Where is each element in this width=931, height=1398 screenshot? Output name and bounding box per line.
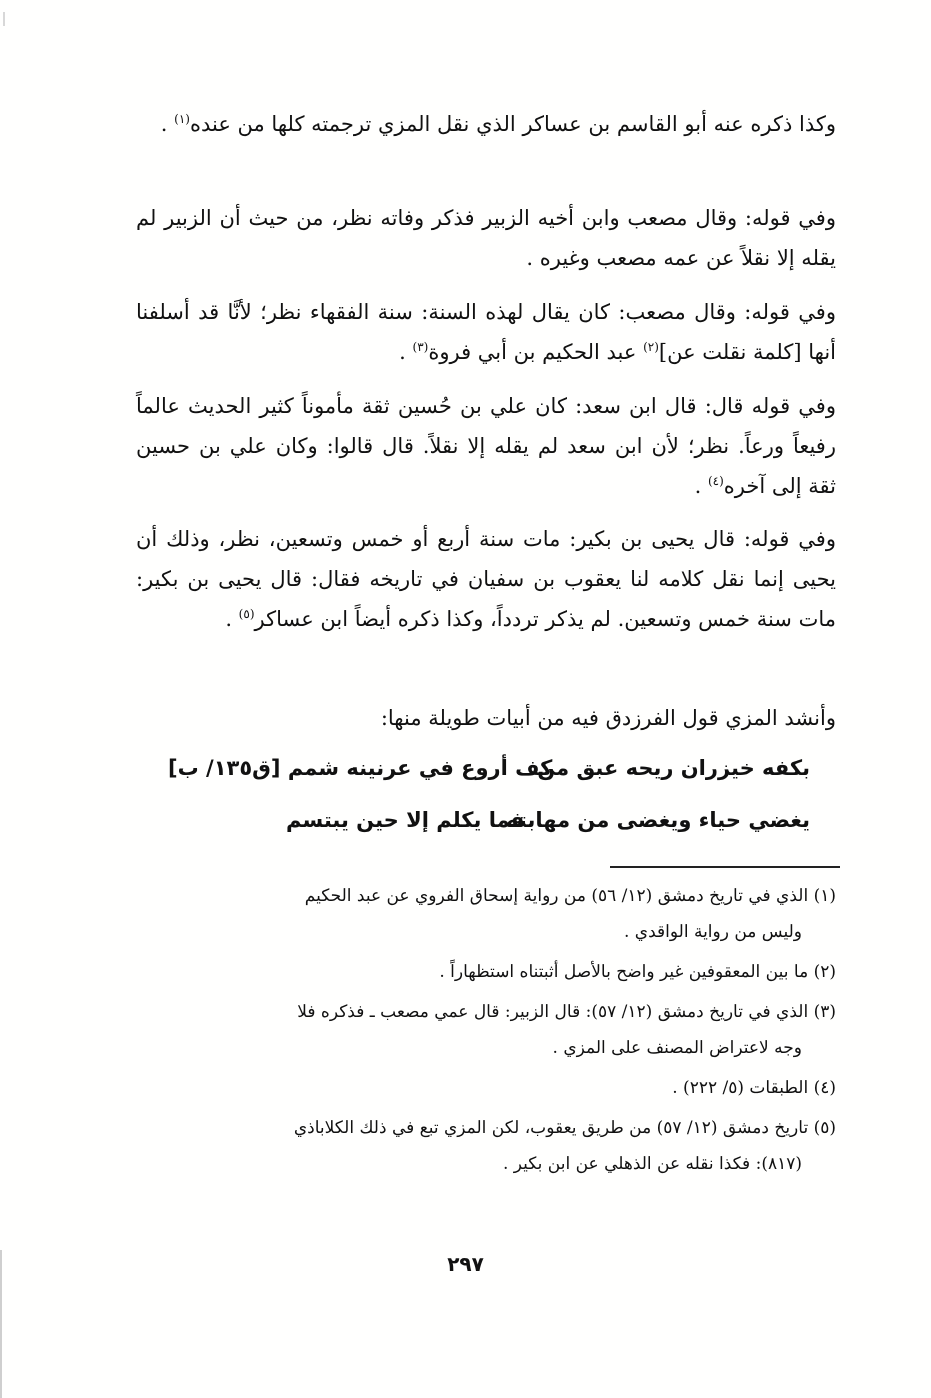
paragraph-3 <box>136 292 836 372</box>
footnote-text: (٣) الذي في تاريخ دمشق (١٢/ ٥٧): قال الزبير: قال عمي مصعب ـ فذكره فلا <box>297 1002 836 1022</box>
poem <box>150 756 810 860</box>
footnote-cont: وجه لاعتراض المصنف على المزي . <box>552 1038 802 1058</box>
scan-mark <box>3 12 5 26</box>
paragraph-text: وفي قوله: وقال مصعب وابن أخيه الزبير فذكر وفاته نظر، من حيث أن الزبير لم يقله إلا نقلاً عن عمه مصعب وغيره . <box>136 206 836 270</box>
paragraph-4 <box>136 386 836 506</box>
paragraph-text: وفي قوله: وقال مصعب: كان يقال لهذه السنة: سنة الفقهاء نظر؛ لأنَّا قد أسلفنا أنها [كلمة نقلت عن] <box>136 300 836 364</box>
paragraph-6 <box>136 698 836 738</box>
footnotes <box>136 878 836 1186</box>
paragraph-text: وكذا ذكره عنه أبو القاسم بن عساكر الذي نقل المزي ترجمته كلها من عنده <box>189 112 836 136</box>
footnote-text: (١) الذي في تاريخ دمشق (١٢/ ٥٦) من رواية إسحاق الفروي عن عبد الحكيم <box>304 886 836 906</box>
poem-hemistich-right: بكفه خيزران ريحه عبق من <box>537 756 810 780</box>
paragraph-end: . <box>694 474 708 498</box>
poem-hemistich-left: فما يكلم إلا حين يبتسم <box>286 808 525 832</box>
footnote-5 <box>136 1110 836 1182</box>
paragraph-end: . <box>225 607 239 631</box>
page-number: ٢٩٧ <box>447 1252 484 1276</box>
footnote-text: (٢) ما بين المعقوفين غير واضح بالأصل أثبتناه استظهاراً . <box>439 962 836 982</box>
poem-verse-2 <box>150 808 810 860</box>
paragraph-text-cont: عبد الحكيم بن أبي فروة <box>428 340 644 364</box>
paragraph-2 <box>136 198 836 278</box>
paragraph-text: وأنشد المزي قول الفرزدق فيه من أبيات طويلة منها: <box>380 706 836 730</box>
footnote-text: (٥) تاريخ دمشق (١٢/ ٥٧) من طريق يعقوب، لكن المزي تبع في ذلك الكلاباذي <box>293 1118 836 1138</box>
footnote-cont: (٨١٧): فكذا نقله عن الذهلي عن ابن بكير . <box>502 1154 802 1174</box>
footnote-2 <box>136 954 836 990</box>
footnote-1 <box>136 878 836 950</box>
footnote-ref: (٢) <box>643 340 659 354</box>
paragraph-1 <box>136 104 836 144</box>
poem-hemistich-left: كف أروع في عرنينه شمم [ق١٣٥/ ب] <box>168 756 553 780</box>
footnote-separator <box>610 866 840 868</box>
poem-hemistich-right: يغضي حياء ويغضى من مهابته <box>506 808 810 832</box>
footnote-ref: (٣) <box>412 340 429 354</box>
paragraph-5 <box>136 519 836 639</box>
footnote-ref: (٥) <box>238 607 255 621</box>
footnote-cont: وليس من رواية الواقدي . <box>623 922 802 942</box>
paragraph-end: . <box>399 340 413 364</box>
footnote-4 <box>136 1070 836 1106</box>
paragraph-end: . <box>160 112 175 136</box>
footnote-text: (٤) الطبقات (٥/ ٢٢٢) . <box>672 1078 836 1098</box>
paragraph-text: وفي قوله قال: قال ابن سعد: كان علي بن حُسين ثقة مأموناً كثير الحديث عالماً رفيعاً ورعاً. نظر؛ لأن ابن سعد لم يقله إلا نقلاً. قال قالوا: وكان علي بن حسين ثقة إلى آخره <box>136 394 836 498</box>
paragraph-text: وفي قوله: قال يحيى بن بكير: مات سنة أربع أو خمس وتسعين، نظر، وذلك أن يحيى إنما نقل كلامه لنا يعقوب بن سفيان في تاريخه فقال: قال يحيى بن بكير: مات سنة خمس وتسعين. لم يذكر تردداً، وكذا ذكره أيضاً ابن عساكر <box>136 527 836 631</box>
footnote-ref: (١) <box>174 112 190 126</box>
poem-verse-1 <box>150 756 810 808</box>
footnote-3 <box>136 994 836 1066</box>
footnote-ref: (٤) <box>707 474 724 488</box>
